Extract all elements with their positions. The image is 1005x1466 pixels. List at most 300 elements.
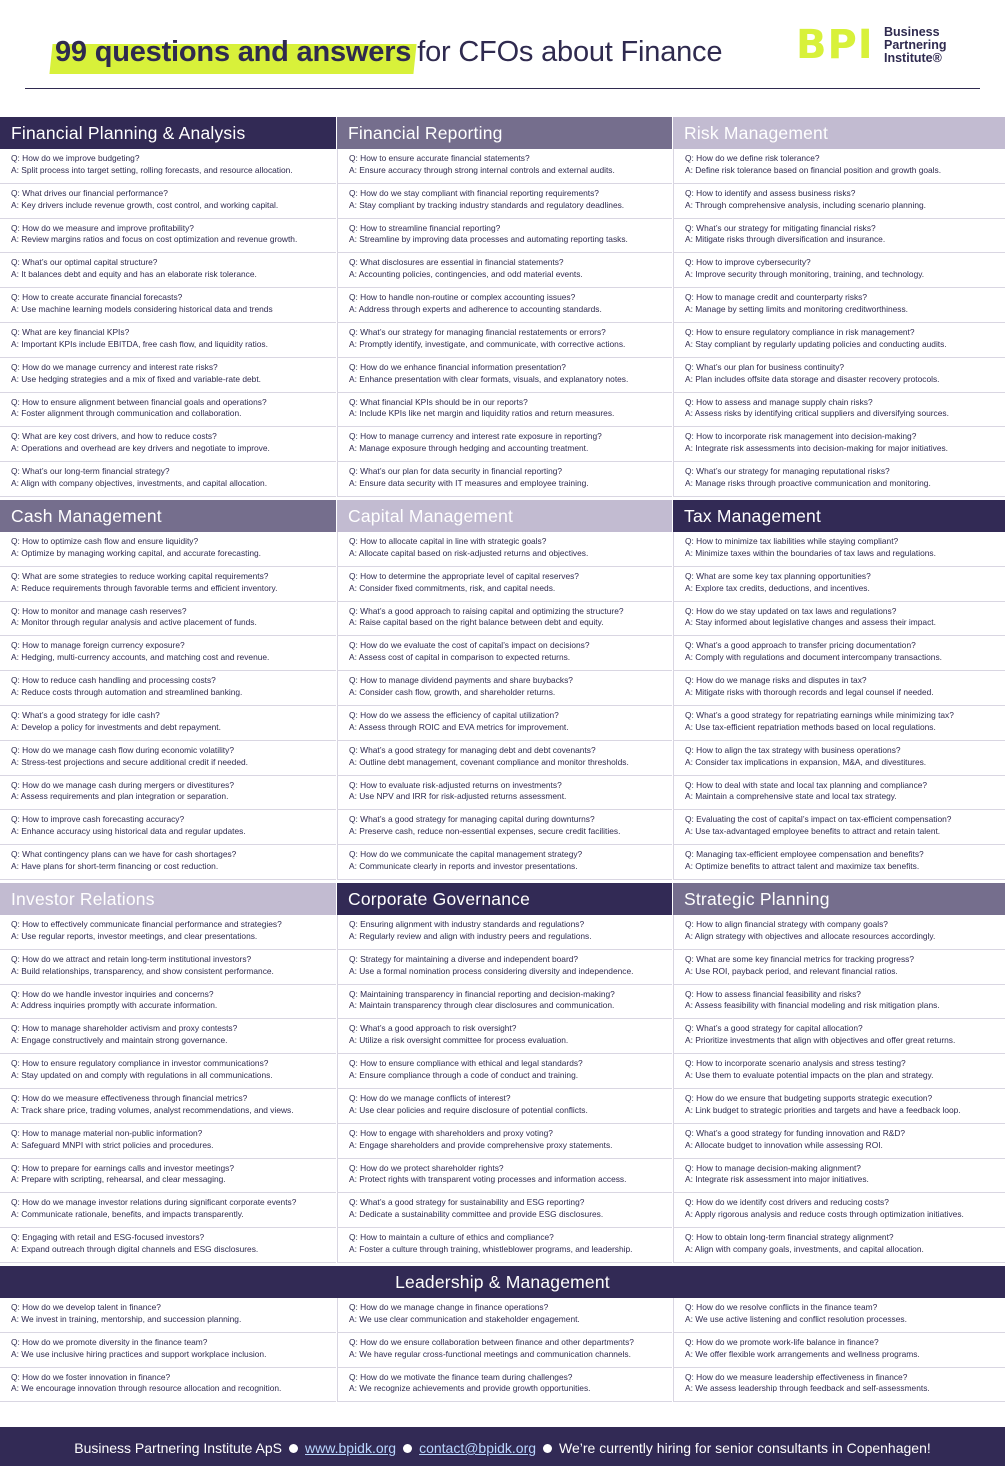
qa-item <box>0 1228 336 1263</box>
answer-text: A: Ensure accuracy through strong internal controls and external audits. <box>349 164 615 175</box>
qa-item <box>0 810 336 845</box>
qa-item <box>337 567 672 602</box>
question-text: Q: How do we motivate the finance team during challenges? <box>349 1371 573 1382</box>
qa-item <box>0 1368 336 1403</box>
question-text: Q: How do we assess the efficiency of capital utilization? <box>349 709 559 720</box>
qa-item <box>337 776 672 811</box>
answer-text: A: Have plans for short-term financing or cost reduction. <box>11 860 219 871</box>
question-text: Q: How do we evaluate the cost of capital’s impact on decisions? <box>349 640 590 651</box>
question-text: Q: What’s our long-term financial strategy? <box>11 466 170 477</box>
question-text: Q: How to engage with shareholders and proxy voting? <box>349 1127 553 1138</box>
qa-item <box>0 1333 336 1368</box>
answer-text: A: Assess requirements and plan integration or separation. <box>11 791 229 802</box>
answer-text: A: We have regular cross-functional meetings and communication channels. <box>349 1348 631 1359</box>
question-text: Q: How do we manage investor relations during significant corporate events? <box>11 1197 297 1208</box>
qa-item <box>0 1124 336 1159</box>
separator-dot-icon <box>289 1444 298 1453</box>
qa-item <box>0 358 336 393</box>
header-divider <box>25 88 980 89</box>
qa-item <box>337 462 672 497</box>
answer-text: A: Stay compliant by tracking industry standards and regulatory deadlines. <box>349 199 625 210</box>
qa-item <box>673 1228 1005 1263</box>
answer-text: A: Use ROI, payback period, and relevant financial ratios. <box>685 965 898 976</box>
question-text: Q: How to incorporate scenario analysis and stress testing? <box>685 1058 906 1069</box>
qa-item <box>673 1159 1005 1194</box>
answer-text: A: Manage risks through proactive communication and monitoring. <box>685 477 931 488</box>
qa-item <box>337 1228 672 1263</box>
answer-text: A: Allocate budget to innovation while assessing ROI. <box>685 1139 883 1150</box>
question-text: Q: How to deal with state and local tax planning and compliance? <box>685 779 928 790</box>
answer-text: A: Expand outreach through digital channels and ESG disclosures. <box>11 1243 259 1254</box>
qa-item <box>337 741 672 776</box>
answer-text: A: Develop a policy for investments and debt repayment. <box>11 721 221 732</box>
qa-item <box>673 323 1005 358</box>
answer-text: A: Engage constructively and maintain strong governance. <box>11 1035 228 1046</box>
qa-item <box>673 985 1005 1020</box>
question-text: Q: How to improve cash forecasting accuracy? <box>11 814 185 825</box>
qa-item <box>337 323 672 358</box>
section-risk-management <box>673 117 1005 497</box>
answer-text: A: Use hedging strategies and a mix of fixed and variable-rate debt. <box>11 373 261 384</box>
question-text: Q: How do we manage risks and disputes in tax? <box>685 675 867 686</box>
bpi-logo <box>796 24 966 68</box>
question-text: Q: What’s a good approach to transfer pricing documentation? <box>685 640 916 651</box>
question-text: Q: What’s a good strategy for repatriating earnings while minimizing tax? <box>685 709 954 720</box>
question-text: Q: How to manage credit and counterparty risks? <box>685 292 868 303</box>
question-text: Q: How to monitor and manage cash reserves? <box>11 605 187 616</box>
leadership-column <box>0 1298 336 1402</box>
question-text: Q: How do we foster innovation in finance? <box>11 1371 171 1382</box>
answer-text: A: Assess cost of capital in comparison to expected returns. <box>349 652 571 663</box>
website-link[interactable]: www.bpidk.org <box>305 1440 397 1456</box>
qa-item <box>0 149 336 184</box>
section-strategic-planning <box>673 883 1005 1263</box>
answer-text: A: Ensure compliance through a code of conduct and training. <box>349 1069 579 1080</box>
qa-item <box>0 253 336 288</box>
answer-text: A: Use them to evaluate potential impacts on the plan and strategy. <box>685 1069 934 1080</box>
question-text: Q: How to ensure regulatory compliance in investor communications? <box>11 1058 269 1069</box>
qa-item <box>0 219 336 254</box>
answer-text: A: Align strategy with objectives and allocate resources accordingly. <box>685 930 936 941</box>
answer-text: A: Align with company goals, investments, and capital allocation. <box>685 1243 924 1254</box>
answer-text: A: Hedging, multi-currency accounts, and matching cost and revenue. <box>11 652 270 663</box>
question-text: Q: How to manage material non-public information? <box>11 1127 203 1138</box>
question-text: Q: How do we ensure that budgeting supports strategic execution? <box>685 1092 933 1103</box>
question-text: Q: How to assess and manage supply chain risks? <box>685 396 873 407</box>
footer-hiring-note: We’re currently hiring for senior consultants in Copenhagen! <box>559 1440 931 1456</box>
question-text: Q: What’s a good approach to raising capital and optimizing the structure? <box>349 605 624 616</box>
answer-text: A: Use NPV and IRR for risk-adjusted returns assessment. <box>349 791 567 802</box>
qa-item <box>337 915 672 950</box>
question-text: Q: How to maintain a culture of ethics and compliance? <box>349 1232 554 1243</box>
question-text: Q: How do we manage currency and interest rate risks? <box>11 361 218 372</box>
question-text: Q: Maintaining transparency in financial reporting and decision-making? <box>349 988 615 999</box>
answer-text: A: Regularly review and align with industry peers and regulations. <box>349 930 592 941</box>
qa-item <box>0 985 336 1020</box>
question-text: Q: Engaging with retail and ESG-focused investors? <box>11 1232 205 1243</box>
qa-item <box>0 950 336 985</box>
question-text: Q: What are some key financial metrics for tracking progress? <box>685 953 914 964</box>
section-financial-reporting <box>337 117 672 497</box>
leadership-column <box>337 1298 672 1402</box>
qa-item <box>673 219 1005 254</box>
answer-text: A: Use clear policies and require disclosure of potential conflicts. <box>349 1104 588 1115</box>
qa-item <box>337 219 672 254</box>
qa-item <box>337 288 672 323</box>
section-header: Risk Management <box>673 117 1005 149</box>
answer-text: A: We invest in training, mentorship, and succession planning. <box>11 1313 242 1324</box>
answer-text: A: Allocate capital based on risk-adjusted returns and objectives. <box>349 547 589 558</box>
question-text: Q: How do we protect shareholder rights? <box>349 1162 504 1173</box>
qa-item <box>673 1368 1005 1403</box>
question-text: Q: How to ensure accurate financial statements? <box>349 153 530 163</box>
answer-text: A: Comply with regulations and document intercompany transactions. <box>685 652 942 663</box>
question-text: Q: What’s a good strategy for funding innovation and R&D? <box>685 1127 906 1138</box>
question-text: Q: How to align the tax strategy with business operations? <box>685 744 901 755</box>
answer-text: A: Streamline by improving data processes and automating reporting tasks. <box>349 234 628 245</box>
qa-item <box>673 149 1005 184</box>
question-text: Q: How do we promote diversity in the finance team? <box>11 1336 208 1347</box>
question-text: Q: How to optimize cash flow and ensure liquidity? <box>11 536 199 546</box>
question-text: Q: How to prepare for earnings calls and investor meetings? <box>11 1162 234 1173</box>
qa-item <box>0 776 336 811</box>
answer-text: A: Monitor through regular analysis and active placement of funds. <box>11 617 257 628</box>
question-text: Q: How do we attract and retain long-term institutional investors? <box>11 953 252 964</box>
question-text: Q: How to ensure alignment between financial goals and operations? <box>11 396 267 407</box>
title-highlight: 99 questions and answers <box>55 36 412 68</box>
answer-text: A: Address inquiries promptly with accurate information. <box>11 1000 218 1011</box>
page-title <box>55 36 722 69</box>
qa-item <box>673 427 1005 462</box>
question-text: Q: How do we resolve conflicts in the finance team? <box>685 1302 878 1312</box>
question-text: Q: How do we stay updated on tax laws and regulations? <box>685 605 897 616</box>
question-text: Q: How to create accurate financial forecasts? <box>11 292 183 303</box>
qa-item <box>337 636 672 671</box>
qa-item <box>673 636 1005 671</box>
answer-text: A: Manage exposure through hedging and accounting treatment. <box>349 443 589 454</box>
page-footer <box>0 1427 1005 1466</box>
page-header <box>0 0 1005 90</box>
question-text: Q: How to align financial strategy with company goals? <box>685 919 888 929</box>
qa-item <box>673 810 1005 845</box>
question-text: Q: Ensuring alignment with industry standards and regulations? <box>349 919 585 929</box>
logo-line-1: Business <box>884 25 940 39</box>
section-tax-management <box>673 500 1005 880</box>
leadership-column <box>673 1298 1005 1402</box>
answer-text: A: Define risk tolerance based on financial position and growth goals. <box>685 164 942 175</box>
answer-text: A: Explore tax credits, deductions, and incentives. <box>685 582 870 593</box>
qa-item <box>337 184 672 219</box>
qa-item <box>337 810 672 845</box>
section-header: Investor Relations <box>0 883 336 915</box>
answer-text: A: Mitigate risks with thorough records and legal counsel if needed. <box>685 686 934 697</box>
section-header: Financial Reporting <box>337 117 672 149</box>
answer-text: A: We use inclusive hiring practices and support workplace inclusion. <box>11 1348 267 1359</box>
qa-item <box>337 671 672 706</box>
qa-item <box>337 253 672 288</box>
section-capital-management <box>337 500 672 880</box>
qa-item <box>0 427 336 462</box>
answer-text: A: Key drivers include revenue growth, cost control, and working capital. <box>11 199 279 210</box>
answer-text: A: Prepare with scripting, rehearsal, and clear messaging. <box>11 1174 226 1185</box>
qa-item <box>337 985 672 1020</box>
qa-item <box>337 1298 672 1333</box>
answer-text: A: Assess through ROIC and EVA metrics for improvement. <box>349 721 569 732</box>
answer-text: A: Optimize by managing working capital, and accurate forecasting. <box>11 547 261 558</box>
question-text: Q: What are some strategies to reduce working capital requirements? <box>11 570 269 581</box>
question-text: Q: How to manage currency and interest rate exposure in reporting? <box>349 431 602 442</box>
answer-text: A: Mitigate risks through diversification and insurance. <box>685 234 886 245</box>
qa-item <box>0 845 336 880</box>
answer-text: A: Reduce costs through automation and streamlined banking. <box>11 686 243 697</box>
answer-text: A: Align with company objectives, investments, and capital allocation. <box>11 477 268 488</box>
footer-company: Business Partnering Institute ApS <box>74 1440 283 1456</box>
question-text: Q: How do we communicate the capital management strategy? <box>349 849 583 860</box>
question-text: Q: How to reduce cash handling and processing costs? <box>11 675 216 686</box>
answer-text: A: Assess risks by identifying critical suppliers and diversifying sources. <box>685 408 949 419</box>
answer-text: A: We offer flexible work arrangements and wellness programs. <box>685 1348 920 1359</box>
question-text: Q: How do we measure and improve profitability? <box>11 222 194 233</box>
question-text: Q: How to evaluate risk-adjusted returns on investments? <box>349 779 562 790</box>
question-text: Q: What are some key tax planning opportunities? <box>685 570 871 581</box>
qa-item <box>337 845 672 880</box>
answer-text: A: We assess leadership through feedback and self-assessments. <box>685 1383 930 1394</box>
qa-item <box>0 532 336 567</box>
question-text: Q: How do we promote work-life balance in finance? <box>685 1336 879 1347</box>
answer-text: A: Stress-test projections and secure additional credit if needed. <box>11 756 248 767</box>
answer-text: A: Use a formal nomination process considering diversity and independence. <box>349 965 634 976</box>
qa-item <box>337 602 672 637</box>
question-text: Q: How do we identify cost drivers and reducing costs? <box>685 1197 889 1208</box>
qa-item <box>0 462 336 497</box>
answer-text: A: Integrate risk assessment into major initiatives. <box>685 1174 869 1185</box>
question-text: Q: How do we measure leadership effectiveness in finance? <box>685 1371 908 1382</box>
answer-text: A: Reduce requirements through favorable terms and efficient inventory. <box>11 582 278 593</box>
question-text: Q: How do we measure effectiveness through financial metrics? <box>11 1092 248 1103</box>
answer-text: A: Track share price, trading volumes, analyst recommendations, and views. <box>11 1104 294 1115</box>
qa-item <box>673 671 1005 706</box>
qa-item <box>337 427 672 462</box>
qa-item <box>0 1054 336 1089</box>
question-text: Q: How do we manage change in finance operations? <box>349 1302 549 1312</box>
separator-dot-icon <box>543 1444 552 1453</box>
question-text: Q: Evaluating the cost of capital’s impact on tax-efficient compensation? <box>685 814 952 825</box>
answer-text: A: Communicate rationale, benefits, and impacts transparently. <box>11 1209 244 1220</box>
answer-text: A: Consider tax implications in expansion, M&A, and divestitures. <box>685 756 927 767</box>
question-text: Q: How to handle non-routine or complex accounting issues? <box>349 292 576 303</box>
answer-text: A: Plan includes offsite data storage and disaster recovery protocols. <box>685 373 940 384</box>
logo-text <box>884 26 947 65</box>
section-header: Corporate Governance <box>337 883 672 915</box>
section-header: Tax Management <box>673 500 1005 532</box>
question-text: Q: What drives our financial performance? <box>11 187 168 198</box>
answer-text: A: Use regular reports, investor meetings, and clear presentations. <box>11 930 258 941</box>
qa-item <box>673 462 1005 497</box>
answer-text: A: Ensure data security with IT measures and employee training. <box>349 477 589 488</box>
qa-item <box>673 950 1005 985</box>
answer-text: A: Enhance presentation with clear formats, visuals, and explanatory notes. <box>349 373 629 384</box>
answer-text: A: Maintain transparency through clear disclosures and communication. <box>349 1000 615 1011</box>
qa-item <box>0 1298 336 1333</box>
section-cash-management <box>0 500 336 880</box>
qa-item <box>673 253 1005 288</box>
question-text: Q: How to manage dividend payments and share buybacks? <box>349 675 573 686</box>
question-text: Q: How do we manage conflicts of interest? <box>349 1092 511 1103</box>
answer-text: A: Prioritize investments that align with objectives and offer great returns. <box>685 1035 956 1046</box>
qa-item <box>337 1124 672 1159</box>
question-text: Q: What’s our plan for business continuity? <box>685 361 845 372</box>
qa-item <box>337 149 672 184</box>
section-header-leadership: Leadership & Management <box>0 1266 1005 1298</box>
answer-text: A: Consider fixed commitments, risk, and capital needs. <box>349 582 556 593</box>
answer-text: A: Optimize benefits to attract talent and maximize tax benefits. <box>685 860 920 871</box>
answer-text: A: Operations and overhead are key drivers and negotiate to improve. <box>11 443 270 454</box>
question-text: Q: What contingency plans can we have for cash shortages? <box>11 849 237 860</box>
question-text: Q: What disclosures are essential in financial statements? <box>349 257 564 268</box>
qa-item <box>337 1019 672 1054</box>
qa-item <box>673 741 1005 776</box>
qa-item <box>673 915 1005 950</box>
answer-text: A: Engage shareholders and provide comprehensive proxy statements. <box>349 1139 613 1150</box>
qa-item <box>0 567 336 602</box>
qa-item <box>673 1019 1005 1054</box>
question-text: Q: What’s a good strategy for managing debt and debt covenants? <box>349 744 596 755</box>
qa-item <box>673 1054 1005 1089</box>
section-header: Cash Management <box>0 500 336 532</box>
question-text: Q: How do we handle investor inquiries and concerns? <box>11 988 214 999</box>
answer-text: A: Link budget to strategic priorities and targets and have a feedback loop. <box>685 1104 961 1115</box>
question-text: Q: How to ensure regulatory compliance in risk management? <box>685 326 915 337</box>
question-text: Q: How do we develop talent in finance? <box>11 1302 161 1312</box>
qa-item <box>673 532 1005 567</box>
logo-mark: BPI <box>796 22 874 68</box>
question-text: Q: How to determine the appropriate level of capital reserves? <box>349 570 579 581</box>
qa-item <box>0 706 336 741</box>
question-text: Q: What are key cost drivers, and how to reduce costs? <box>11 431 217 442</box>
answer-text: A: Use tax-advantaged employee benefits to attract and retain talent. <box>685 826 941 837</box>
qa-item <box>673 393 1005 428</box>
answer-text: A: Maintain a comprehensive state and local tax strategy. <box>685 791 897 802</box>
answer-text: A: Integrate risk assessments into decision-making for major initiatives. <box>685 443 948 454</box>
answer-text: A: Dedicate a sustainability committee and provide ESG disclosures. <box>349 1209 604 1220</box>
answer-text: A: Use machine learning models considering historical data and trends <box>11 303 273 314</box>
qa-item <box>337 706 672 741</box>
answer-text: A: Preserve cash, reduce non-essential expenses, secure credit facilities. <box>349 826 621 837</box>
qa-item <box>673 1089 1005 1124</box>
title-rest: for CFOs about Finance <box>417 36 723 68</box>
answer-text: A: Use tax-efficient repatriation methods based on local regulations. <box>685 721 936 732</box>
qa-item <box>337 1159 672 1194</box>
answer-text: A: Minimize taxes within the boundaries of tax laws and regulations. <box>685 547 936 558</box>
qa-item <box>673 706 1005 741</box>
qa-item <box>673 1193 1005 1228</box>
qa-item <box>0 184 336 219</box>
question-text: Q: How do we improve budgeting? <box>11 153 140 163</box>
qa-item <box>0 1193 336 1228</box>
qa-item <box>673 358 1005 393</box>
answer-text: A: Include KPIs like net margin and liquidity ratios and return measures. <box>349 408 615 419</box>
question-text: Q: What’s a good approach to risk oversight? <box>349 1023 517 1034</box>
question-text: Q: How to manage foreign currency exposure? <box>11 640 185 651</box>
answer-text: A: We use active listening and conflict resolution processes. <box>685 1313 907 1324</box>
question-text: Q: What financial KPIs should be in our reports? <box>349 396 528 407</box>
qa-item <box>673 1333 1005 1368</box>
qa-item <box>337 1333 672 1368</box>
qa-item <box>0 1019 336 1054</box>
qa-item <box>0 288 336 323</box>
answer-text: A: Foster a culture through training, whistleblower programs, and leadership. <box>349 1243 633 1254</box>
question-text: Q: How to identify and assess business risks? <box>685 187 856 198</box>
qa-item <box>337 1368 672 1403</box>
qa-item <box>337 1089 672 1124</box>
question-text: Q: How to manage decision-making alignment? <box>685 1162 861 1173</box>
answer-text: A: Promptly identify, investigate, and communicate, with corrective actions. <box>349 338 626 349</box>
question-text: Q: Managing tax-efficient employee compensation and benefits? <box>685 849 924 860</box>
question-text: Q: Strategy for maintaining a diverse and independent board? <box>349 953 579 964</box>
answer-text: A: Stay updated on and comply with regulations in all communications. <box>11 1069 273 1080</box>
answer-text: A: Important KPIs include EBITDA, free cash flow, and liquidity ratios. <box>11 338 268 349</box>
answer-text: A: Assess feasibility with financial modeling and risk mitigation plans. <box>685 1000 940 1011</box>
question-text: Q: What’s our strategy for managing financial restatements or errors? <box>349 326 606 337</box>
answer-text: A: Apply rigorous analysis and reduce costs through optimization initiatives. <box>685 1209 964 1220</box>
qa-item <box>0 1089 336 1124</box>
answer-text: A: Consider cash flow, growth, and shareholder returns. <box>349 686 556 697</box>
section-header: Capital Management <box>337 500 672 532</box>
answer-text: A: It balances debt and equity and has an elaborate risk tolerance. <box>11 269 257 280</box>
question-text: Q: What’s our strategy for managing reputational risks? <box>685 466 890 477</box>
qa-item <box>673 184 1005 219</box>
answer-text: A: We recognize achievements and provide growth opportunities. <box>349 1383 591 1394</box>
answer-text: A: Through comprehensive analysis, including scenario planning. <box>685 199 927 210</box>
answer-text: A: Split process into target setting, rolling forecasts, and resource allocation. <box>11 164 293 175</box>
answer-text: A: Foster alignment through communication and collaboration. <box>11 408 242 419</box>
answer-text: A: Build relationships, transparency, and show consistent performance. <box>11 965 274 976</box>
question-text: Q: How do we enhance financial information presentation? <box>349 361 566 372</box>
question-text: Q: How to obtain long-term financial strategy alignment? <box>685 1232 894 1243</box>
answer-text: A: We encourage innovation through resource allocation and recognition. <box>11 1383 282 1394</box>
answer-text: A: Outline debt management, covenant compliance and monitor thresholds. <box>349 756 629 767</box>
answer-text: A: Protect rights with transparent voting processes and information access. <box>349 1174 627 1185</box>
email-link[interactable]: contact@bpidk.org <box>419 1440 537 1456</box>
qa-item <box>337 1054 672 1089</box>
qa-item <box>673 845 1005 880</box>
qa-item <box>0 602 336 637</box>
answer-text: A: Manage by setting limits and monitoring creditworthiness. <box>685 303 908 314</box>
section-header: Strategic Planning <box>673 883 1005 915</box>
answer-text: A: Stay informed about legislative changes and assess their impact. <box>685 617 936 628</box>
qa-item <box>673 288 1005 323</box>
answer-text: A: Safeguard MNPI with strict policies and procedures. <box>11 1139 214 1150</box>
qa-item <box>0 1159 336 1194</box>
answer-text: A: Address through experts and adherence to accounting standards. <box>349 303 602 314</box>
question-text: Q: What’s a good strategy for idle cash? <box>11 709 160 720</box>
qa-item <box>337 532 672 567</box>
qa-item <box>337 393 672 428</box>
answer-text: A: Stay compliant by regularly updating policies and conducting audits. <box>685 338 947 349</box>
question-text: Q: What’s our plan for data security in financial reporting? <box>349 466 563 477</box>
answer-text: A: We use clear communication and stakeholder engagement. <box>349 1313 580 1324</box>
qa-item <box>337 950 672 985</box>
answer-text: A: Raise capital based on the right balance between debt and equity. <box>349 617 604 628</box>
logo-line-3: Institute® <box>884 51 942 65</box>
section-header: Financial Planning & Analysis <box>0 117 336 149</box>
qa-item <box>0 393 336 428</box>
question-text: Q: How to effectively communicate financial performance and strategies? <box>11 919 282 929</box>
question-text: Q: How to assess financial feasibility and risks? <box>685 988 861 999</box>
answer-text: A: Accounting policies, contingencies, and odd material events. <box>349 269 583 280</box>
qa-item <box>0 323 336 358</box>
question-text: Q: What are key financial KPIs? <box>11 326 130 337</box>
